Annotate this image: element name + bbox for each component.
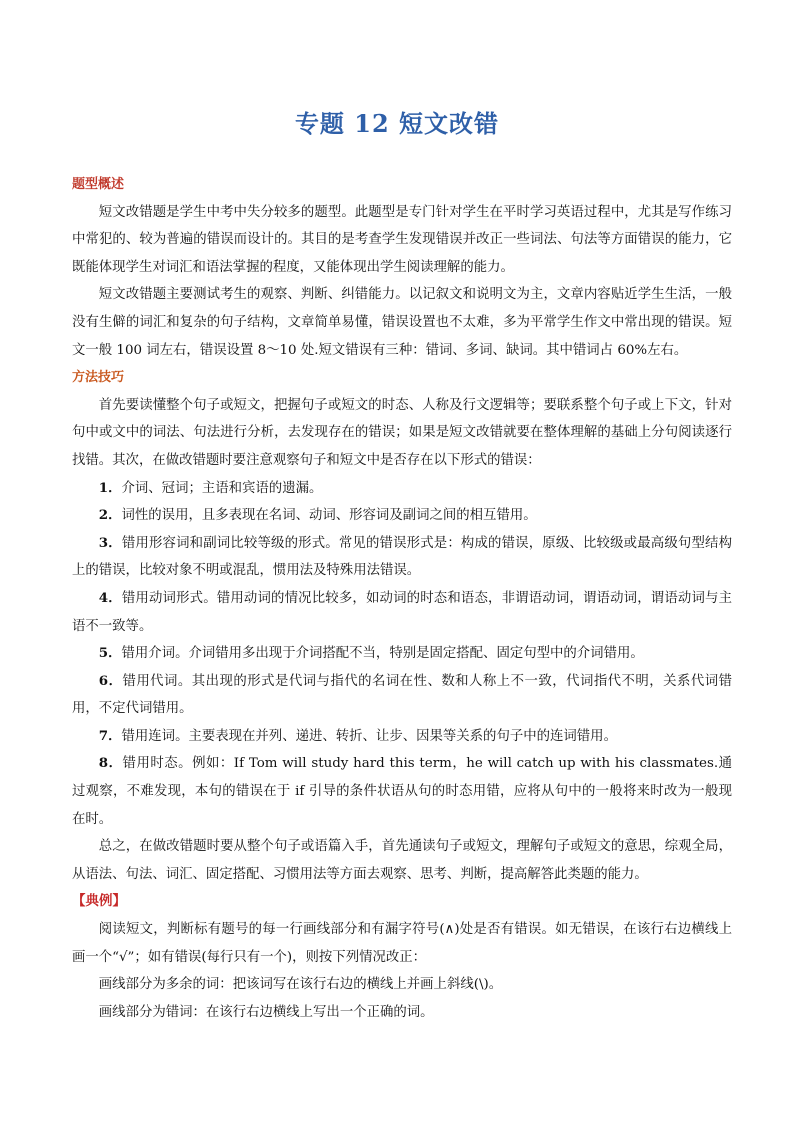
overview-paragraph-2: 短文改错题主要测试考生的观察、判断、纠错能力。以记叙文和说明文为主，文章内容贴近学生生活，一般没有生僻的词汇和复杂的句子结构，文章简单易懂，错误设置也不太难，多为平常学生作文中常出现的错误。短文一般 100 词左右，错误设置 8～10 处.短文错误有三种：错词、多词、缺词。其中错词占 60%左右。 [72,287,732,358]
method-item-number: 7． [98,727,122,744]
method-item-text: 词性的误用，且多表现在名词、动词、形容词及副词之间的相互错用。 [121,508,537,524]
method-item-text: 错用代词。其出现的形式是代词与指代的名词在性、数和人称上不一致，代词指代不明，关系代词错用，不定代词错用。 [72,673,732,717]
section-heading-overview: 题型概述 [72,177,125,192]
example-rule-extra-word: 画线部分为多余的词：把该词写在该行右边的横线上并画上斜线(\)。 [98,977,503,993]
methods-intro-paragraph: 首先要读懂整个句子或短文，把握句子或短文的时态、人称及行文逻辑等；要联系整个句子或上下文，针对句中或文中的词法、句法进行分析，去发现存在的错误；如果是短文改错就要在整体理解的基础上分句阅读逐行找错。其次，在做改错题时要注意观察句子和短文中是否存在以下形式的错误： [72,397,732,468]
example-instruction-paragraph: 阅读短文，判断标有题号的每一行画线部分和有漏字符号(∧)处是否有错误。如无错误，在该行右边横线上画一个“√”；如有错误(每行只有一个)，则按下列情况改正： [72,922,732,965]
method-item [72,530,732,585]
document-body [72,171,732,1026]
method-item-text: 错用时态。例如：If Tom will study hard this term，he will catch up with his classmates.通过观察，不难发现，本句的错误在于 if 引导的条件状语从句的时态用错，应将从句中的一般将来时改为一般现在时。 [72,756,732,827]
method-item-number: 1． [98,479,122,496]
page-title: 专题 12 短文改错 [294,109,500,138]
method-item [72,723,732,751]
method-item-number: 3． [98,534,122,551]
section-heading-example: 【典例】 [72,893,126,910]
method-item-number: 2． [98,507,122,524]
methods-summary-paragraph: 总之，在做改错题时要从整个句子或语篇入手，首先通读句子或短文，理解句子或短文的意思，综观全局，从语法、句法、词汇、固定搭配、习惯用法等方面去观察、思考、判断，提高解答此类题的能力。 [72,839,732,882]
method-item-text: 错用动词形式。错用动词的情况比较多，如动词的时态和语态，非谓语动词，谓语动词，谓语动词与主语不一致等。 [72,590,732,634]
method-item [72,640,732,668]
method-item-number: 5． [98,645,122,662]
method-item-text: 错用连词。主要表现在并列、递进、转折、让步、因果等关系的句子中的连词错用。 [121,728,617,744]
method-item [72,502,732,530]
method-item-text: 介词、冠词；主语和宾语的遗漏。 [121,480,323,496]
overview-paragraph-1: 短文改错题是学生中考中失分较多的题型。此题型是专门针对学生在平时学习英语过程中，尤其是写作练习中常犯的、较为普遍的错误而设计的。其目的是考查学生发现错误并改正一些词法、句法等方面错误的能力，它既能体现学生对词汇和语法掌握的程度，又能体现出学生阅读理解的能力。 [72,204,732,275]
method-item-number: 6． [98,672,123,689]
example-rule-wrong-word: 画线部分为错词：在该行右边横线上写出一个正确的词。 [98,1004,434,1020]
method-item [72,750,732,833]
method-item [72,475,732,503]
method-item-number: 4． [98,589,122,606]
method-item-text: 错用介词。介词错用多出现于介词搭配不当，特别是固定搭配、固定句型中的介词错用。 [121,646,644,662]
method-item [72,668,732,723]
method-item-text: 错用形容词和副词比较等级的形式。常见的错误形式是：构成的错误，原级、比较级或最高级句型结构上的错误，比较对象不明或混乱，惯用法及特殊用法错误。 [72,535,732,579]
method-item-number: 8． [98,755,123,772]
section-heading-methods: 方法技巧 [72,370,125,386]
method-item [72,585,732,640]
